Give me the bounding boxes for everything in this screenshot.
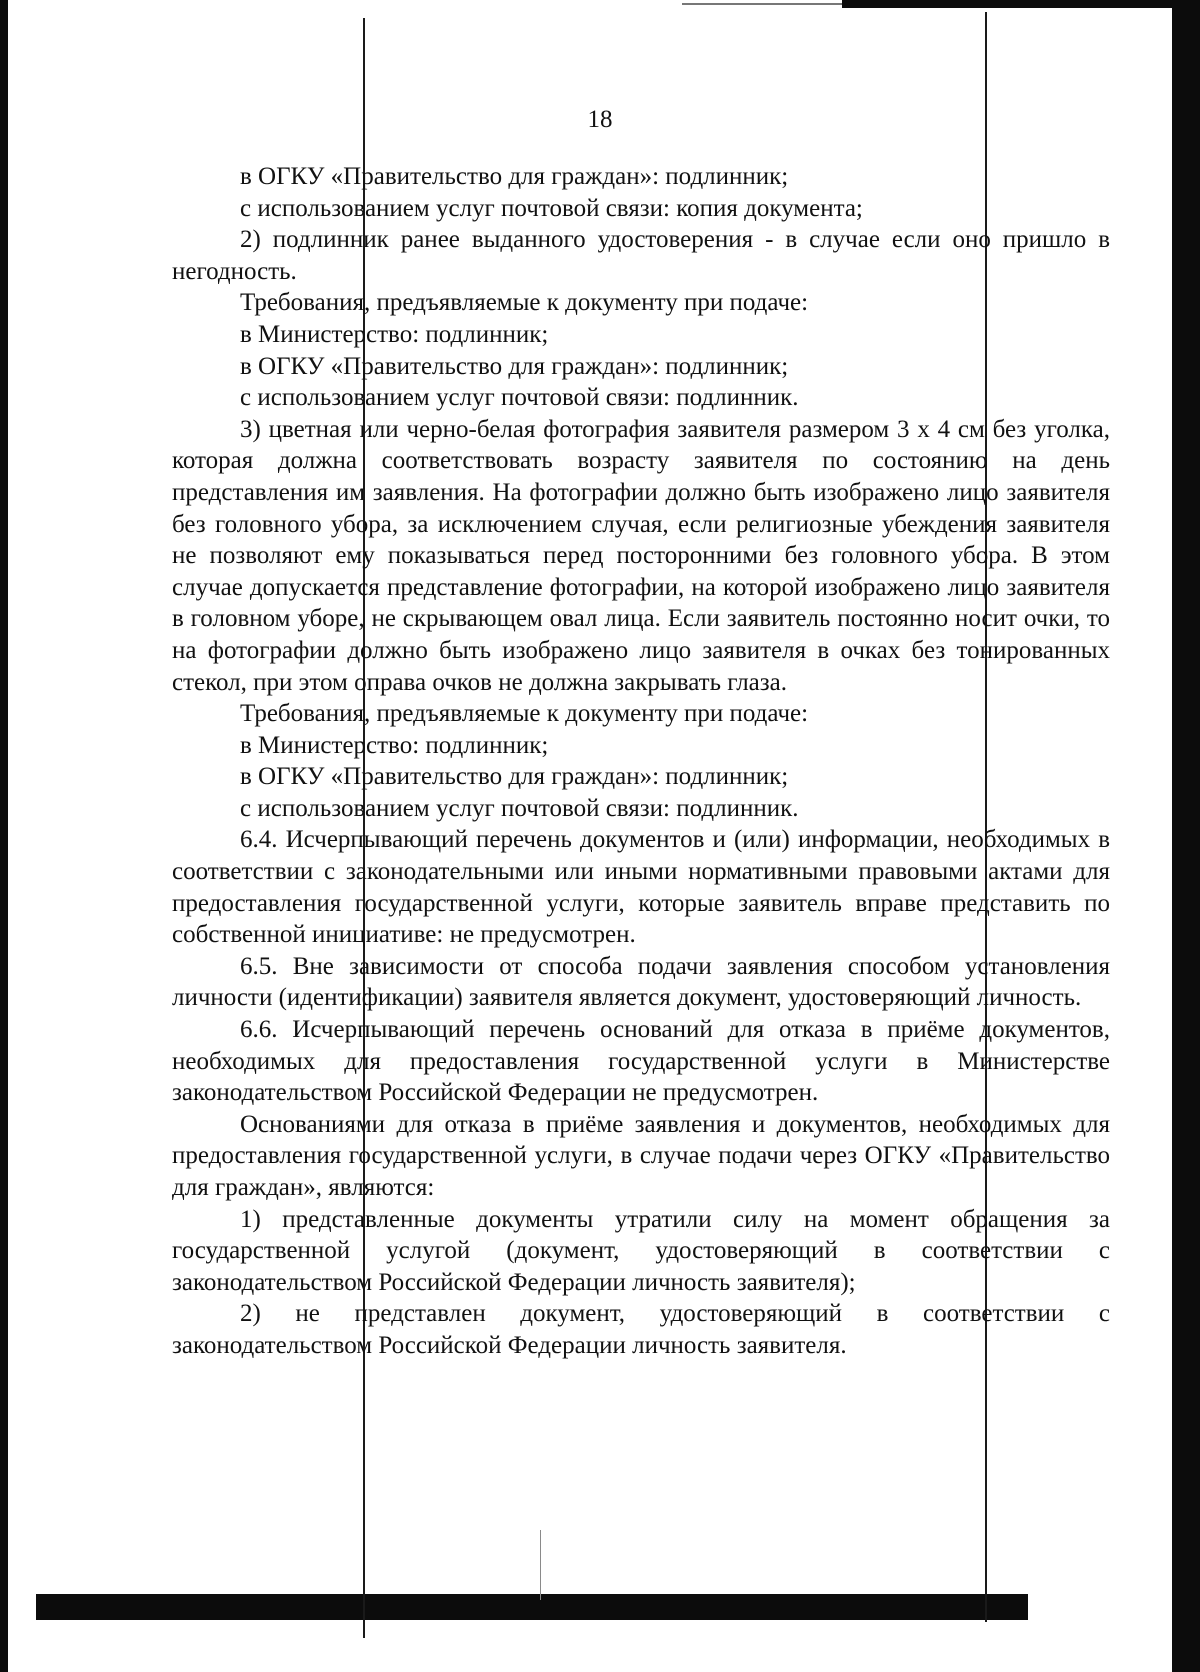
paragraph: в ОГКУ «Правительство для граждан»: подлинник; bbox=[240, 163, 789, 190]
paragraph: Основаниями для отказа в приёме заявления и документов, необходимых для предоставления государственной услуги, в случае подачи через ОГКУ «Правительство для граждан», являются: bbox=[172, 1110, 1110, 1201]
paragraph: в Министерство: подлинник; bbox=[240, 731, 549, 759]
scan-edge-bottom bbox=[36, 1594, 1028, 1620]
scan-edge-right bbox=[1172, 0, 1200, 1672]
paragraph: 6.5. Вне зависимости от способа подачи заявления способом установления личности (идентификации) заявителя является документ, удостоверяющий личность. bbox=[172, 952, 1110, 1012]
paragraph: 6.6. Исчерпывающий перечень оснований для отказа в приёме документов, необходимых для предоставления государственной услуги в Министерстве законодательством Российской Федерации не предусмотрен. bbox=[172, 1016, 1110, 1107]
paragraph: в Министерство: подлинник; bbox=[240, 320, 549, 348]
paragraph: в ОГКУ «Правительство для граждан»: подлинник; bbox=[240, 352, 789, 380]
document-body bbox=[172, 161, 1110, 1362]
paragraph: с использованием услуг почтовой связи: подлинник. bbox=[240, 384, 799, 412]
paragraph: 3) цветная или черно-белая фотография заявителя размером 3 x 4 см без уголка, которая должна соответствовать возрасту заявителя по состоянию на день представления им заявления. На фотографии должно быть изображено лицо заявителя без головного убора, за исключением случая, если религиозные убеждения заявителя не позволяют ему показываться перед посторонними без головного убора. В этом случае допускается представление фотографии, на которой изображено лицо заявителя в головном уборе, не скрывающем овал лица. Если заявитель постоянно носит очки, то на фотографии должно быть изображено лицо заявителя в очках без тонированных стекол, при этом оправа очков не должна закрывать глаза. bbox=[172, 415, 1110, 696]
page-number: 18 bbox=[587, 106, 613, 133]
paragraph: 6.4. Исчерпывающий перечень документов и (или) информации, необходимых в соответствии с законодательными или иными нормативными правовыми актами для предоставления государственной услуги, которые заявитель вправе представить по собственной инициативе: не предусмотрен. bbox=[172, 826, 1110, 949]
paragraph: с использованием услуг почтовой связи: копия документа; bbox=[240, 194, 863, 222]
paragraph: 2) подлинник ранее выданного удостоверения - в случае если оно пришло в негодность. bbox=[172, 226, 1110, 285]
scan-edge-left bbox=[0, 0, 8, 1672]
scan-edge-top bbox=[842, 0, 1172, 8]
paragraph: 2) не представлен документ, удостоверяющий в соответствии с законодательством Российской Федерации личность заявителя. bbox=[172, 1300, 1110, 1359]
paragraph: с использованием услуг почтовой связи: подлинник. bbox=[240, 794, 799, 822]
paragraph: в ОГКУ «Правительство для граждан»: подлинник; bbox=[240, 763, 789, 791]
paragraph: 1) представленные документы утратили силу на момент обращения за государственной услугой (документ, удостоверяющий в соответствии с законодательством Российской Федерации личность заявителя); bbox=[172, 1205, 1110, 1296]
paragraph: Требования, предъявляемые к документу при подаче: bbox=[240, 289, 809, 317]
scan-fold-line-faint bbox=[540, 1530, 541, 1600]
scan-edge-top-thin bbox=[682, 3, 842, 5]
paragraph: Требования, предъявляемые к документу при подаче: bbox=[240, 700, 809, 728]
